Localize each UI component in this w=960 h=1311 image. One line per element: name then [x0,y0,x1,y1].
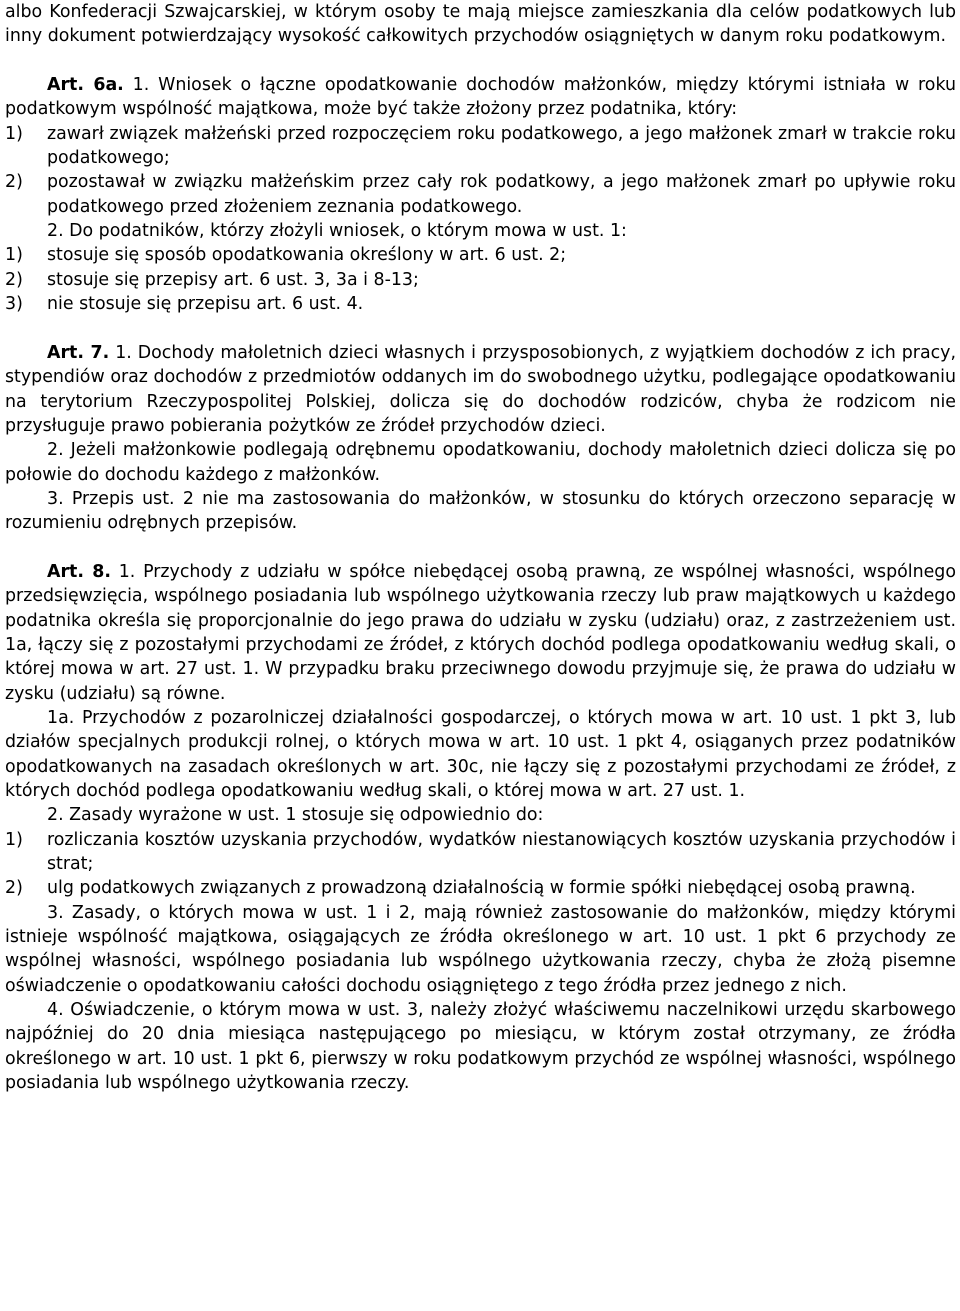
art7-ust1-text: 1. Dochody małoletnich dzieci własnych i przysposobionych, z wyjątkiem dochodów z ich pracy, stypendiów oraz dochodów z przedmiotów oddanych im do swobodnego użytku, podlegające opodatkowaniu na terytorium Rzeczypospolitej Polskiej, dolicza się do dochodów rodziców, chyba że rodzicom nie przysługuje prawo pobierania pożytków ze źródeł przychodów dzieci. [5,342,956,436]
item-number: 1) [5,829,23,850]
art8-ust2-item-2 [5,876,956,900]
item-text: nie stosuje się przepisu art. 6 ust. 4. [47,294,364,315]
item-number: 1) [5,245,23,266]
art6a-ust2-item-2 [5,268,956,292]
item-text: stosuje się sposób opodatkowania określony w art. 6 ust. 2; [47,245,567,266]
spacer [5,316,956,340]
art7-heading: Art. 7. [47,342,110,363]
art8-ust4: 4. Oświadczenie, o którym mowa w ust. 3, należy złożyć właściwemu naczelnikowi urzędu skarbowego najpóźniej do 20 dnia miesiąca następującego po miesiącu, w którym został otrzymany, ze źródła określonego w art. 10 ust. 1 pkt 6, pierwszy w roku podatkowym przychód ze wspólnej własności, wspólnego posiadania lub wspólnego użytkowania rzeczy. [5,1000,956,1094]
spacer [5,49,956,73]
art7-ust3: 3. Przepis ust. 2 nie ma zastosowania do małżonków, w stosunku do których orzeczono separację w rozumieniu odrębnych przepisów. [5,488,956,534]
item-text: zawarł związek małżeński przed rozpoczęciem roku podatkowego, a jego małżonek zmarł w trakcie roku podatkowego; [47,123,956,169]
item-text: stosuje się przepisy art. 6 ust. 3, 3a i 8-13; [47,269,419,290]
art8-ust3: 3. Zasady, o których mowa w ust. 1 i 2, mają również zastosowanie do małżonków, między którymi istnieje wspólność majątkowa, osiągających ze źródła określonego w art. 10 ust. 1 pkt 6 przychody ze wspólnej własności, wspólnego posiadania lub wspólnego użytkowania rzeczy, chyba że złożą pisemne oświadczenie o opodatkowaniu całości dochodu osiągniętego z tego źródła przez jednego z nich. [5,902,956,996]
art6a-ust2-item-3 [5,292,956,316]
intro-paragraph: albo Konfederacji Szwajcarskiej, w którym osoby te mają miejsce zamieszkania dla celów podatkowych lub inny dokument potwierdzający wysokość całkowitych przychodów osiągniętych w danym roku podatkowym. [5,2,956,47]
item-number: 2) [5,269,23,290]
item-number: 1) [5,123,23,144]
spacer [5,536,956,560]
art6a-ust1-item-1 [5,122,956,171]
item-text: ulg podatkowych związanych z prowadzoną działalnością w formie spółki niebędącej osobą prawną. [47,878,916,899]
art6a-ust2-item-1 [5,243,956,267]
art8-ust2: 2. Zasady wyrażone w ust. 1 stosuje się odpowiednio do: [47,805,544,826]
item-number: 2) [5,878,23,899]
art7-ust1 [5,341,956,438]
art8-heading: Art. 8. [47,561,111,582]
art8-ust2-item-1 [5,828,956,877]
art8-ust1 [5,560,956,706]
item-number: 3) [5,294,23,315]
art6a-ust2: 2. Do podatników, którzy złożyli wniosek, o którym mowa w ust. 1: [47,221,627,242]
art6a-ust1-item-2 [5,170,956,219]
art8-ust1-text: 1. Przychody z udziału w spółce niebędącej osobą prawną, ze wspólnej własności, wspólnego przedsięwzięcia, wspólnego posiadania lub wspólnego użytkowania rzeczy lub praw majątkowych u każdego podatnika określa się proporcjonalnie do jego prawa do udziału w zysku (udziału) oraz, z zastrzeżeniem ust. 1a, łączy się z pozostałymi przychodami ze źródeł, z których dochód podlega opodatkowaniu według skali, o której mowa w art. 27 ust. 1. W przypadku braku przeciwnego dowodu przyjmuje się, że prawa do udziału w zysku (udziału) są równe. [5,561,956,704]
art8-ust1a: 1a. Przychodów z pozarolniczej działalności gospodarczej, o których mowa w art. 10 ust. 1 pkt 3, lub działów specjalnych produkcji rolnej, o których mowa w art. 10 ust. 1 pkt 4, osiąganych przez podatników opodatkowanych na zasadach określonych w art. 30c, nie łączy się z pozostałymi przychodami ze źródeł, z których dochód podlega opodatkowaniu według skali, o której mowa w art. 27 ust. 1. [5,707,956,801]
art6a-ust1 [5,73,956,122]
art6a-ust1-text: 1. Wniosek o łączne opodatkowanie dochodów małżonków, między którymi istniała w roku podatkowym wspólność majątkowa, może być także złożony przez podatnika, który: [5,75,956,120]
art6a-heading: Art. 6a. [47,75,124,96]
art7-ust2: 2. Jeżeli małżonkowie podlegają odrębnemu opodatkowaniu, dochody małoletnich dzieci dolicza się po połowie do dochodu każdego z małżonków. [5,440,956,485]
item-text: pozostawał w związku małżeńskim przez cały rok podatkowy, a jego małżonek zmarł po upływie roku podatkowego przed złożeniem zeznania podatkowego. [47,172,956,217]
item-text: rozliczania kosztów uzyskania przychodów, wydatków niestanowiących kosztów uzyskania przychodów i strat; [47,829,956,875]
item-number: 2) [5,172,23,193]
